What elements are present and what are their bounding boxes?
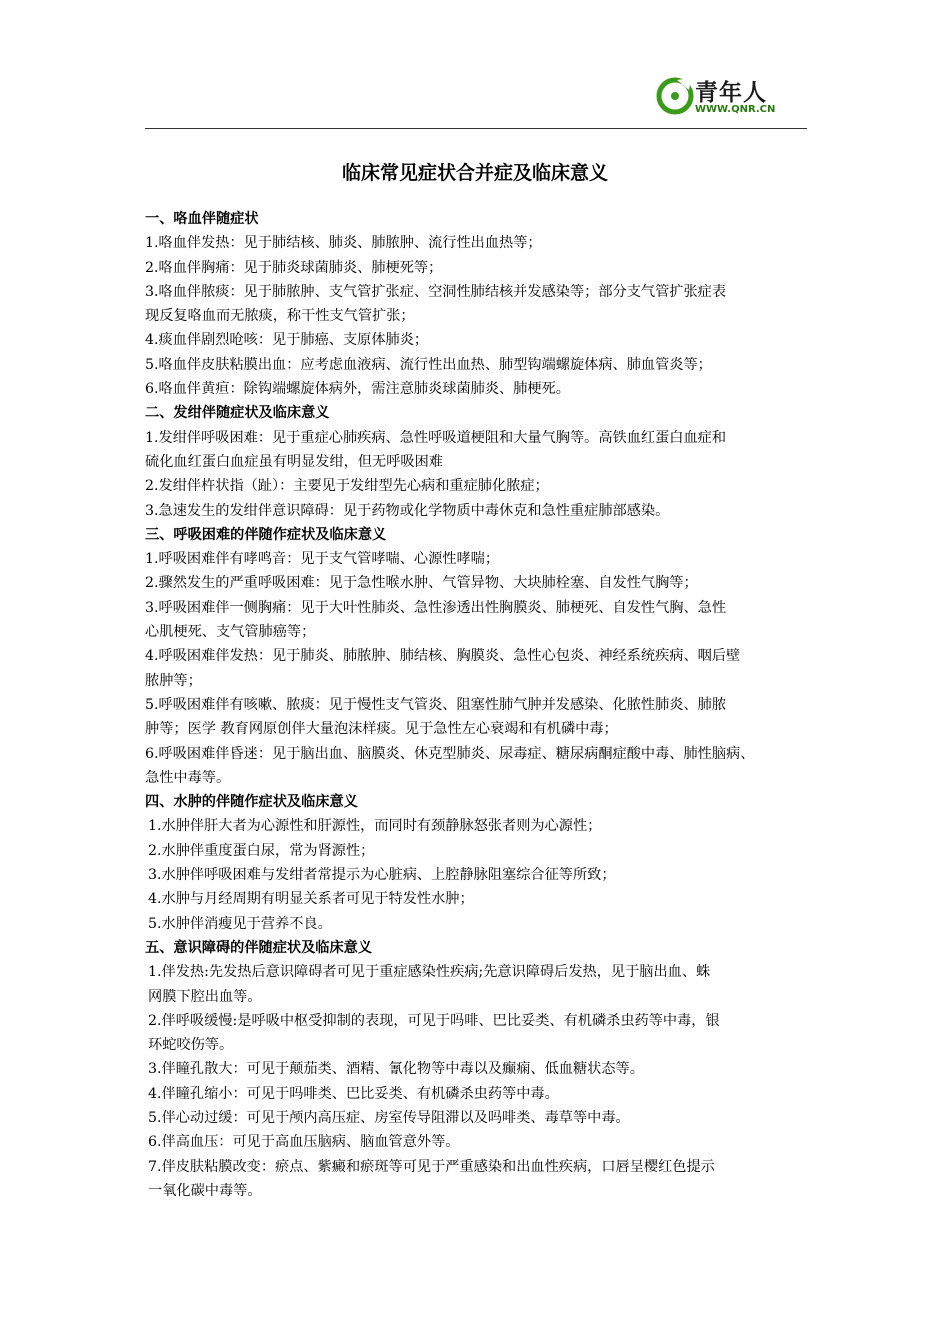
body-line: 1.咯血伴发热：见于肺结核、肺炎、肺脓肿、流行性出血热等； [145,235,542,252]
document-body [145,207,813,1203]
logo-mark-icon [655,72,695,118]
body-line: 网膜下腔出血等。 [148,988,262,1005]
body-line: 3.呼吸困难伴一侧胸痛：见于大叶性肺炎、急性渗透出性胸膜炎、肺梗死、自发性气胸、急性 [145,599,727,616]
body-line: 1.呼吸困难伴有哮鸣音：见于支气管哮喘、心源性哮喘； [145,551,500,568]
body-line: 4.水肿与月经周期有明显关系者可见于特发性水肿； [148,891,474,908]
section-heading: 三、呼吸困难的伴随作症状及临床意义 [145,526,387,543]
body-line: 6.咯血伴黄疸：除钩端螺旋体病外，需注意肺炎球菌肺炎、肺梗死。 [145,381,570,398]
body-line: 5.伴心动过缓：可见于颅内高压症、房室传导阻滞以及吗啡类、毒草等中毒。 [148,1109,630,1126]
body-line: 1.水肿伴肝大者为心源性和肝源性，而同时有颈静脉怒张者则为心源性； [148,818,602,835]
page-title: 临床常见症状合并症及临床意义 [341,162,608,184]
body-line: 3.伴瞳孔散大：可见于颠茄类、酒精、氰化物等中毒以及癫痫、低血糖状态等。 [148,1061,644,1078]
body-line: 现反复咯血而无脓痰，称干性支气管扩张； [145,308,415,325]
logo-url: WWW.QNR.CN [695,104,776,115]
body-line: 5.呼吸困难伴有咳嗽、脓痰：见于慢性支气管炎、阻塞性肺气肿并发感染、化脓性肺炎、肺脓 [145,696,727,713]
section-heading: 五、意识障碍的伴随症状及临床意义 [145,939,373,956]
body-line: 3.咯血伴脓痰：见于肺脓肿、支气管扩张症、空洞性肺结核并发感染等；部分支气管扩张症表 [145,283,727,300]
section-heading: 四、水肿的伴随作症状及临床意义 [145,794,358,811]
body-line: 3.急速发生的发绀伴意识障碍：见于药物或化学物质中毒休克和急性重症肺部感染。 [145,502,670,519]
site-logo[interactable] [655,72,795,122]
body-line: 脓肿等； [145,672,202,689]
body-line: 2.伴呼吸缓慢:是呼吸中枢受抑制的表现，可见于吗啡、巴比妥类、有机磷杀虫药等中毒，银 [148,1012,720,1029]
body-line: 3.水肿伴呼吸困难与发绀者常提示为心脏病、上腔静脉阻塞综合征等所致； [148,867,616,884]
body-line: 7.伴皮肤粘膜改变：瘀点、紫癜和瘀斑等可见于严重感染和出血性疾病，口唇呈樱红色提示 [148,1158,715,1175]
body-line: 6.伴高血压：可见于高血压脑病、脑血管意外等。 [148,1134,460,1151]
header-divider [145,128,807,129]
body-line: 4.呼吸困难伴发热：见于肺炎、肺脓肿、肺结核、胸膜炎、急性心包炎、神经系统疾病、咽后壁 [145,648,741,665]
section-heading: 二、发绀伴随症状及临床意义 [145,405,330,422]
logo-text: 青年人 [695,80,767,106]
body-line: 6.呼吸困难伴昏迷：见于脑出血、脑膜炎、休克型肺炎、尿毒症、糖尿病酮症酸中毒、肺性脑病、 [145,745,755,762]
body-line: 1.发绀伴呼吸困难：见于重症心肺疾病、急性呼吸道梗阻和大量气胸等。高铁血红蛋白血症和 [145,429,727,446]
body-line: 2.咯血伴胸痛：见于肺炎球菌肺炎、肺梗死等； [145,259,443,276]
body-line: 4.痰血伴剧烈呛咳：见于肺癌、支原体肺炎； [145,332,429,349]
body-line: 5.水肿伴消瘦见于营养不良。 [148,915,332,932]
body-line: 2.水肿伴重度蛋白尿，常为肾源性； [148,842,375,859]
body-line: 一氧化碳中毒等。 [148,1182,262,1199]
body-line: 心肌梗死、支气管肺癌等； [145,624,316,641]
section-heading: 一、咯血伴随症状 [145,211,259,227]
body-line: 肿等；医学 教育网原创伴大量泡沫样痰。见于急性左心衰竭和有机磷中毒； [145,721,618,738]
body-line: 4.伴瞳孔缩小：可见于吗啡类、巴比妥类、有机磷杀虫药等中毒。 [148,1085,559,1102]
body-line: 环蛇咬伤等。 [148,1037,234,1054]
body-line: 硫化血红蛋白血症虽有明显发绀，但无呼吸困难 [145,453,443,470]
body-line: 急性中毒等。 [145,769,231,786]
body-line: 2.发绀伴杵状指（趾）：主要见于发绀型先心病和重症肺化脓症； [145,478,549,495]
body-line: 2.骤然发生的严重呼吸困难：见于急性喉水肿、气管异物、大块肺栓塞、自发性气胸等； [145,575,698,592]
body-line: 1.伴发热:先发热后意识障碍者可见于重症感染性疾病;先意识障碍后发热，见于脑出血、蛛 [148,964,711,981]
body-line: 5.咯血伴皮肤粘膜出血：应考虑血液病、流行性出血热、肺型钩端螺旋体病、肺血管炎等； [145,356,712,373]
